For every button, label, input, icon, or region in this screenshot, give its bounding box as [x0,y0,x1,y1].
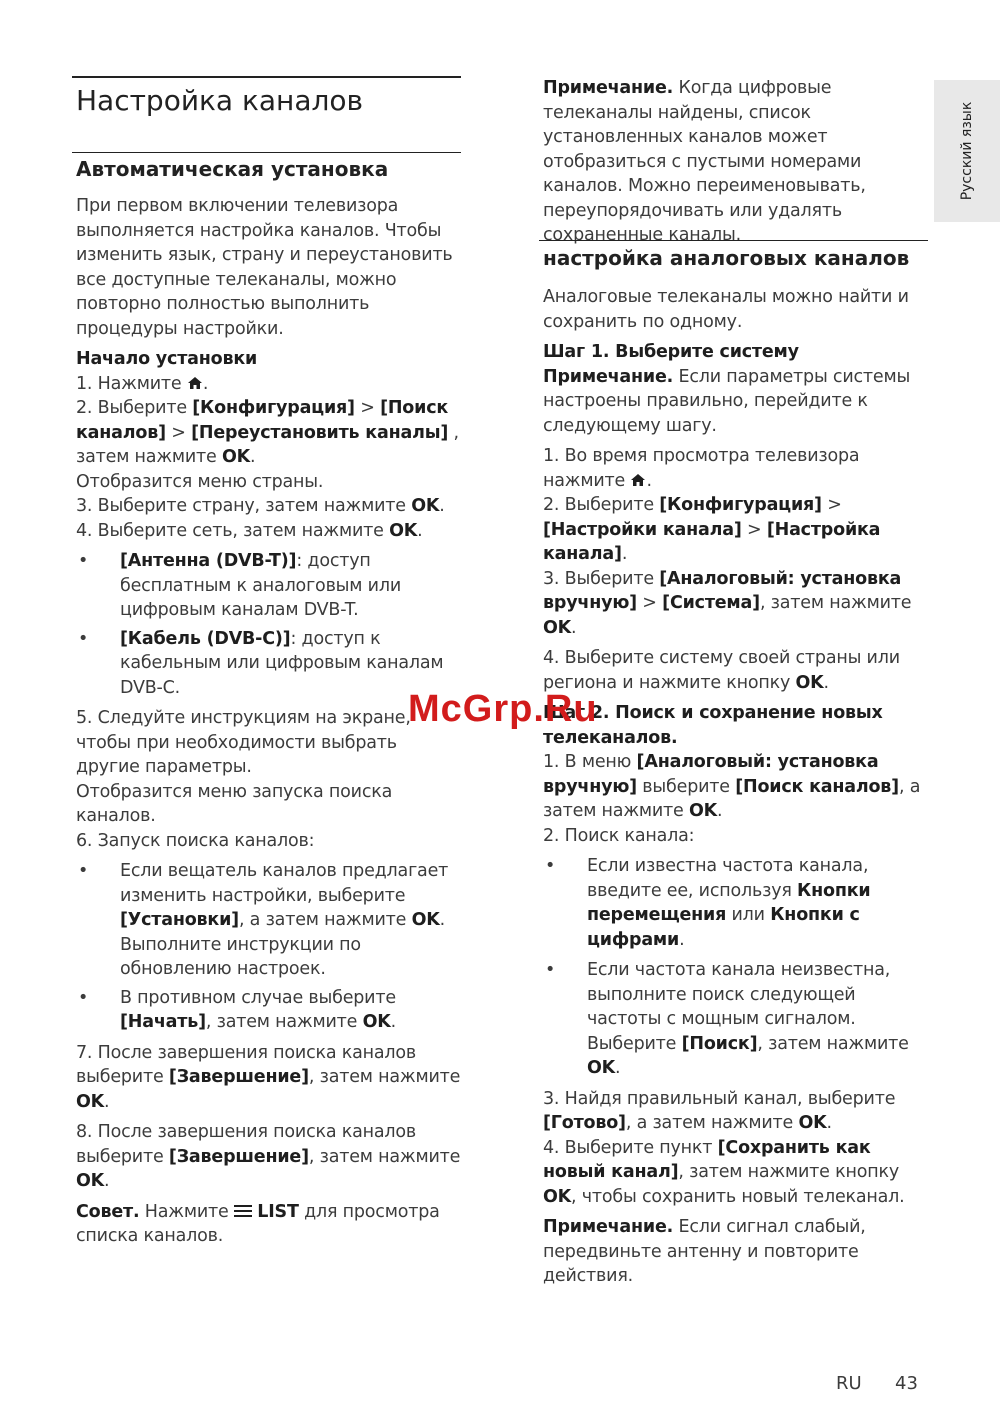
step-4: 4. Выберите сеть, затем нажмите OK. [76,520,423,541]
start-heading: Начало установки [76,349,258,369]
step-3: 3. Выберите страну, затем нажмите OK. [76,496,445,516]
note-system: Примечание. Если параметры системы настроены правильно, перейдите к следующему шагу. [543,366,911,436]
list-icon [234,1204,252,1218]
search-step-4: 4. Выберите пункт [Сохранить как новый канал], затем нажмите кнопку OK, чтобы сохранить новый телеканал. [543,1137,905,1207]
page-title: Настройка каналов [76,84,364,117]
search-step-2: 2. Поиск канала: [543,825,695,846]
section-heading-auto: Автоматическая установка [76,157,389,181]
step-1: 1. Нажмите . [76,373,209,394]
right-column-top [543,76,928,248]
step-8: 8. После завершения поиска каналов выберите [Завершение], затем нажмите OK. [76,1122,461,1191]
page-number: 43 [895,1373,918,1394]
footer-language: RU [836,1373,862,1394]
analog-step-3: 3. Выберите [Аналоговый: установка вручную] > [Система], затем нажмите OK. [543,568,912,638]
watermark: McGrp.Ru [408,688,598,730]
right-column [543,285,928,1289]
analog-step-1: 1. Во время просмотра телевизора нажмите . [543,446,860,491]
bullet-known-frequency: • Если известна частота канала, введите ее, используя Кнопки перемещения или Кнопки с цифрами. [545,856,871,950]
search-step-1: 1. В меню [Аналоговый: установка вручную] выберите [Поиск каналов], а затем нажмите OK. [543,752,921,821]
country-menu-note: Отобразится меню страны. [76,471,324,492]
bullet-broadcaster: • Если вещатель каналов предлагает изменить настройки, выберите [Установки], а затем нажмите OK. Выполните инструкции по обновлению настроек. [78,861,449,979]
search-step-3: 3. Найдя правильный канал, выберите [Готово], а затем нажмите OK. [543,1088,896,1133]
language-side-tab-label: Русский язык [959,101,975,201]
language-side-tab [934,80,1000,222]
bullet-antenna: • [Антенна (DVB-T)]: доступ бесплатным к аналоговым или цифровым каналам DVB-T. [78,551,401,620]
step-2: 2. Выберите [Конфигурация] > [Поиск каналов] > [Переустановить каналы] , затем нажмите OK. [76,398,459,467]
search-menu-note: Отобразится меню запуска поиска каналов. [76,781,393,826]
auto-intro: При первом включении телевизора выполняется настройка каналов. Чтобы изменить язык, страну и переустановить все доступные телеканалы, можно повторно полностью выполнить процедуры настройки. [76,196,453,339]
step1-heading: Шаг 1. Выберите систему [543,342,799,362]
bullet-unknown-frequency: • Если частота канала неизвестна, выполните поиск следующей частоты с мощным сигналом. Выберите [Поиск], затем нажмите OK. [545,960,909,1078]
tip: Совет. Нажмите LIST для просмотра списка каналов. [76,1201,440,1246]
bullet-otherwise: • В противном случае выберите [Начать], затем нажмите OK. [78,987,397,1032]
section-heading-analog: настройка аналоговых каналов [543,246,910,270]
left-column [76,194,461,1249]
analog-step-2: 2. Выберите [Конфигурация] > [Настройки канала] > [Настройка канала]. [543,495,881,564]
step-6: 6. Запуск поиска каналов: [76,830,315,851]
analog-step-4: 4. Выберите систему своей страны или региона и нажмите кнопку OK. [543,648,900,693]
title-rule [72,76,461,78]
step-5: 5. Следуйте инструкциям на экране, чтобы при необходимости выбрать другие параметры. [76,708,411,777]
step-7: 7. После завершения поиска каналов выберите [Завершение], затем нажмите OK. [76,1042,461,1112]
bullet-cable: • [Кабель (DVB-C)]: доступ к кабельным или цифровым каналам DVB-C. [78,628,444,698]
home-icon [630,473,646,487]
section-rule-auto [72,152,461,153]
analog-intro: Аналоговые телеканалы можно найти и сохранить по одному. [543,287,909,332]
step2-heading: Шаг 2. Поиск и сохранение новых телеканалов. [543,703,883,748]
note-digital: Примечание. Когда цифровые телеканалы найдены, список установленных каналов может отобразиться с пустыми номерами каналов. Можно переименовывать, переупорядочивать или удалять сохраненные каналы. [543,78,866,245]
section-rule-analog [539,240,928,241]
note-weak-signal: Примечание. Если сигнал слабый, передвиньте антенну и повторите действия. [543,1217,866,1286]
home-icon [187,376,203,390]
